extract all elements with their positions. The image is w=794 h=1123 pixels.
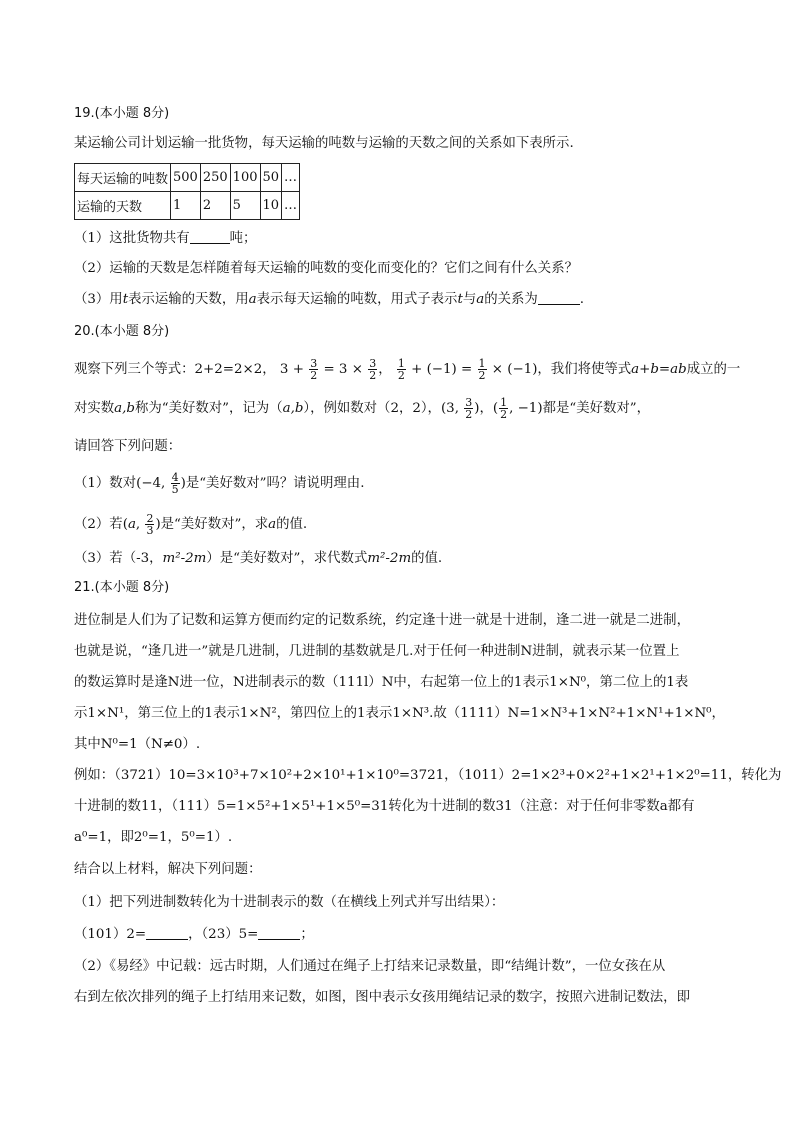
answer-blank[interactable] <box>258 925 300 940</box>
table-cell: 5 <box>230 192 260 220</box>
q20-line2: 对实数a,b称为“美好数对”，记为（a,b），例如数对（2，2），(3, $\frac{3}{2}$ )，( $\frac{1}{2}$ , −1)都是“美好数对”， <box>74 396 650 421</box>
text: 称为“美好数对”，记为（ <box>134 401 283 416</box>
var-a: a <box>268 517 277 532</box>
q20-line3: 请回答下列问题： <box>74 439 182 454</box>
q19-part3 <box>74 290 724 310</box>
text: 与 <box>462 292 477 307</box>
table-cell: 运输的天数 <box>75 192 171 220</box>
q20-part3 <box>74 549 724 569</box>
table-row <box>75 164 300 192</box>
var-ab: a,b <box>114 401 135 416</box>
table-cell: 2 <box>200 192 230 220</box>
text: ）是“美好数对”，求代数式 <box>206 551 368 566</box>
pair-3-3half: (3, $\frac{3}{2}$ ) <box>440 396 480 421</box>
table-cell: … <box>282 164 300 192</box>
q19-table <box>74 163 300 220</box>
q21-part2-line2: 右到左依次排列的绳子上打结用来记数，如图，图中表示女孩用绳结记录的数字，按照六进制记数法，即 <box>74 990 690 1005</box>
var-t: t <box>457 292 463 307</box>
text: 的关系为 <box>484 292 538 307</box>
text: ； <box>300 927 314 942</box>
q20-part1 <box>74 472 724 495</box>
q21-part2-line1: （2）《易经》中记载：远古时期，人们通过在绳子上打结来记录数量，即“结绳计数”，一位女孩在从 <box>74 959 666 974</box>
answer-blank[interactable] <box>190 229 230 244</box>
q19-part1-text: （1）这批货物共有 <box>74 231 190 246</box>
table-cell: 100 <box>230 164 260 192</box>
table-cell: 每天运输的吨数 <box>75 164 171 192</box>
q19-heading: 19.(本小题 8分) <box>74 106 170 121</box>
q21-example2: 十进制的数11，（111）5=1×5²+1×5¹+1×5⁰=31转化为十进制的数31（注意：对于任何非零数a都有 <box>74 799 695 814</box>
table-row <box>75 192 300 220</box>
expression: m²-2m <box>367 551 412 566</box>
text: 表示每天运输的吨数，用式子表示 <box>256 292 458 307</box>
text: 都是“美好数对”， <box>542 401 650 416</box>
var-a: a <box>476 292 485 307</box>
text: 观察下列三个等式：2+2=2×2， <box>74 362 276 377</box>
equation-2: 3 + $\frac{3}{2}$ = 3 × $\frac{3}{2}$ <box>279 357 377 382</box>
q21-line4: 示1×N¹，第三位上的1表示1×N²，第四位上的1表示1×N³.故（1111）N=1×N³+1×N²+1×N¹+1×N⁰， <box>74 706 725 721</box>
q19-part1 <box>74 229 724 249</box>
q21-line5: 其中N⁰=1（N≠0）. <box>74 737 201 752</box>
answer-blank[interactable] <box>538 290 580 305</box>
text: （2）若 <box>74 517 123 532</box>
text: （3）若（-3， <box>74 551 163 566</box>
table-cell: 1 <box>171 192 201 220</box>
text: 的值. <box>411 551 443 566</box>
text: 对实数 <box>74 401 115 416</box>
text: （3）用 <box>74 292 123 307</box>
q21-part1: （1）把下列进制数转化为十进制表示的数（在横线上列式并写出结果）： <box>74 895 505 910</box>
var-ab: a,b <box>282 401 304 416</box>
text: ，我们将使等式 <box>537 362 632 377</box>
q19-part1-unit: 吨； <box>229 231 257 246</box>
text: . <box>579 292 585 307</box>
text: ，（23）5= <box>188 927 259 942</box>
text: 的值. <box>276 517 308 532</box>
q20-part2 <box>74 513 724 536</box>
table-cell: … <box>282 192 300 220</box>
text: ），例如数对（2，2）， <box>303 401 441 416</box>
answer-blank[interactable] <box>146 925 188 940</box>
text: 是“美好数对”，求 <box>160 517 269 532</box>
table-cell: 50 <box>260 164 282 192</box>
text: 表示运输的天数，用 <box>128 292 249 307</box>
q21-part1-blanks <box>74 925 724 945</box>
q19-part2: （2）运输的天数是怎样随着每天运输的吨数的变化而变化的？它们之间有什么关系？ <box>74 261 578 276</box>
q21-example1: 例如：（3721）10=3×10³+7×10²+2×10¹+1×10⁰=3721，（1011）2=1×2³+0×2²+1×2¹+1×2⁰=11，转化为 <box>74 768 782 783</box>
pair-neg4-4fifth: (−4, $\frac{4}{5}$ ) <box>136 471 186 496</box>
var-a: a <box>248 292 257 307</box>
text: 是“美好数对”吗？请说明理由. <box>185 476 365 491</box>
text: （1）数对 <box>74 476 137 491</box>
pair-a-2third: (a, $\frac{2}{3}$ ) <box>122 512 161 537</box>
var-t: t <box>122 292 129 307</box>
q21-instruction: 结合以上材料，解决下列问题： <box>74 862 262 877</box>
expression: m²-2m <box>162 551 207 566</box>
q21-heading: 21.(本小题 8分) <box>74 580 170 595</box>
table-cell: 250 <box>200 164 230 192</box>
q19-intro: 某运输公司计划运输一批货物，每天运输的吨数与运输的天数之间的关系如下表所示. <box>74 136 574 151</box>
q21-line1: 进位制是人们为了记数和运算方便而约定的记数系统，约定逢十进一就是十进制，逢二进一就是二进制， <box>74 613 690 628</box>
pair-half-neg1: ( $\frac{1}{2}$ , −1) <box>492 396 543 421</box>
q20-heading: 20.(本小题 8分) <box>74 324 170 339</box>
text: （101）2= <box>74 927 147 942</box>
text: 成立的一 <box>686 362 741 377</box>
q21-line3: 的数运算时是逢N进一位，N进制表示的数（111l）N中，右起第一位上的1表示1×N⁰，第二位上的1表 <box>74 675 689 690</box>
equation-ab: a+b=ab <box>631 362 687 377</box>
table-cell: 10 <box>260 192 282 220</box>
q21-example3: a⁰=1，即2⁰=1，5⁰=1）. <box>74 830 233 845</box>
q21-line2: 也就是说，“逢几进一”就是几进制，几进制的基数就是几.对于任何一种进制N进制，就表示某一位置上 <box>74 644 680 659</box>
table-cell: 500 <box>171 164 201 192</box>
equation-3: $\frac{1}{2}$ + (−1) = $\frac{1}{2}$ × (−1) <box>397 357 538 382</box>
q20-line1: 观察下列三个等式：2+2=2×2， 3 + $\frac{3}{2}$ = 3 × $\frac{3}{2}$ ， $\frac{1}{2}$ + (−1) = $\frac{1}{2}$ × (−1)，我们将使等式a+b=ab成立的一 <box>74 357 741 382</box>
